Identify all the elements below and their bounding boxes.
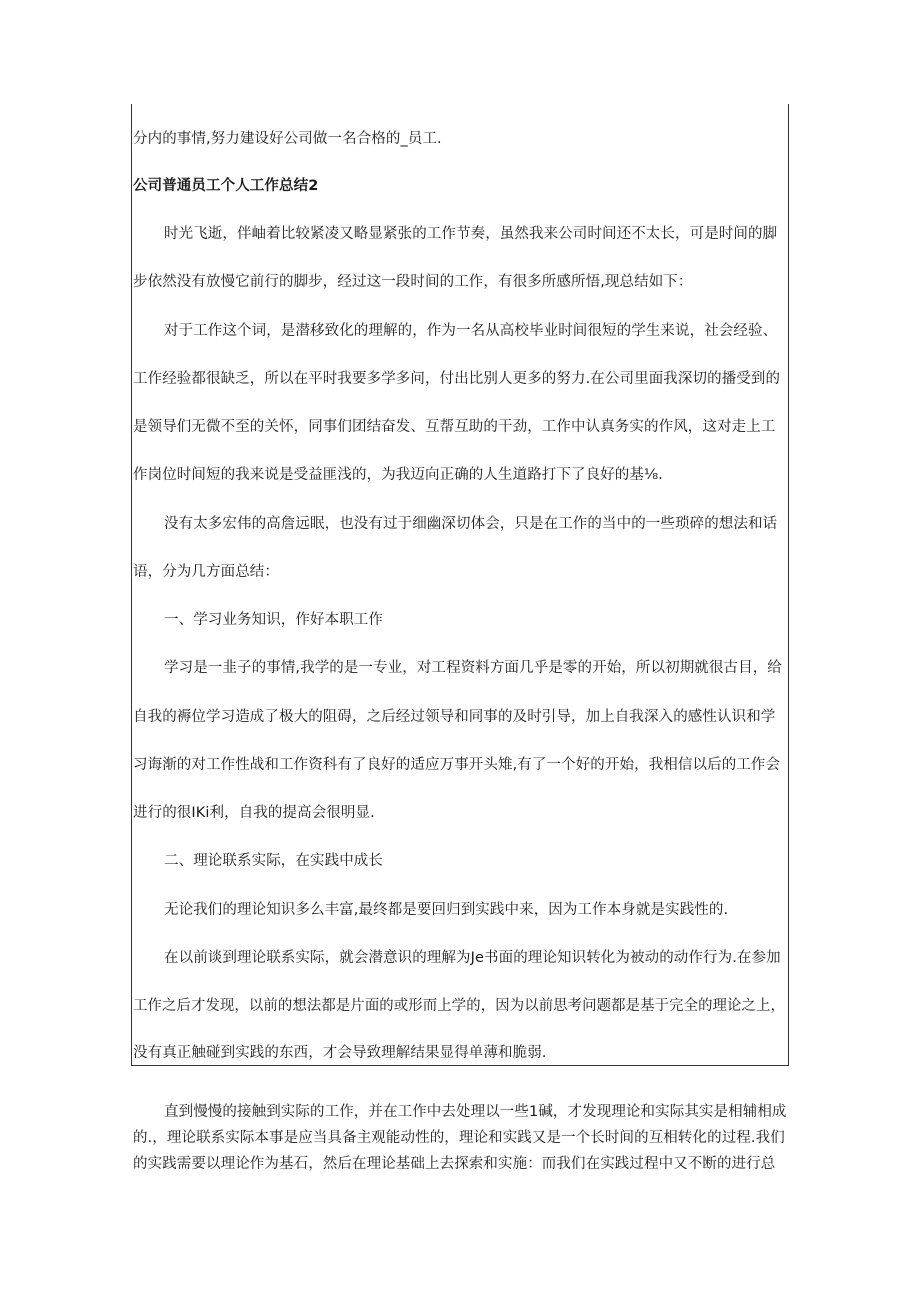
text-line: 时光飞逝，伴岫着比较紧凌又略显紧张的工作节奏，虽然我来公司时间还不太长，可是时间的脚 [164, 226, 778, 242]
section-heading: 公司普通员工个人工作总结2 [133, 178, 319, 194]
text-line: 自我的褥位学习造成了极大的阻碍，之后经过领导和同事的及时引导，加上自我深入的感性认识和学 [133, 709, 776, 725]
text-line: 在以前谈到理论联系实际，就会潜意识的理解为Je书面的理论知识转化为被动的动作行为.在参加 [164, 950, 781, 966]
text-line: 作岗位时间短的我来说是受益匪浅的，为我迈向正确的人生道路打下了良好的基⅛. [133, 467, 663, 483]
text-line: 是领导们无微不至的关怀，同事们团结奋发、互帮互助的干劲，工作中认真务实的作风，这对走上工 [133, 419, 776, 435]
text-line: 习诲渐的对工作性战和工作资科有了良好的适应万事开头雉,有了一个好的开始，我相信以后的工作会 [133, 757, 781, 773]
text-line: 学习是一韭子的事情,我学的是一专业，对工程资料方面几乎是零的开始，所以初期就很古目，给 [164, 660, 782, 676]
text-line: 直到慢慢的接触到实际的工作，并在工作中去处理以一些1碱，才发现理论和实际其实是相辅相成 [164, 1104, 787, 1120]
text-line: 工作之后才发现，以前的想法都是片面的或形而上学的，因为以前思考问题都是基于完全的理论之上， [133, 998, 786, 1014]
text-line: 步依然没有放慢它前行的脚步，经过这一段时间的工作，有很多所感所悟,现总结如下： [133, 274, 693, 290]
document-frame [131, 104, 789, 1066]
text-line: 的.，理论联系实际本事是应当具备主观能动性的，理论和实践又是一个长时间的互相转化的过程.我们 [133, 1130, 785, 1146]
subsection-heading: 二、理论联系实际，在实践中成长 [164, 853, 383, 869]
text-line: 工作经验都很缺乏，所以在平时我要多学多问，付出比别人更多的努力.在公司里面我深切的播受到的 [133, 371, 781, 387]
subsection-heading: 一、学习业务知识，作好本职工作 [164, 612, 383, 628]
text-line: 的实践需要以理论作为基石，然后在理论基础上去探索和实施：而我们在实践过程中又不断的进行总 [133, 1156, 776, 1172]
text-line: 语，分为几方面总结： [133, 564, 279, 580]
text-line: 分内的事情,努力建设好公司做一名合格的_员工. [133, 131, 442, 147]
text-line: 对于工作这个词，是潜移致化的理解的，作为一名从高校毕业时间很短的学生来说，社会经验、 [164, 323, 778, 339]
text-line: 无论我们的理论知识多么丰富,最终都是要回归到实践中来，因为工作本身就是实践性的. [164, 902, 729, 918]
text-line: 没有真正触碰到实践的东西，才会导致理解结果显得单薄和脆弱. [133, 1045, 547, 1061]
text-line: 没有太多宏伟的高詹远眠，也没有过于细幽深切体会，只是在工作的当中的一些琐碎的想法和话 [164, 516, 778, 532]
text-line: 进行的很IKi利，自我的提高会很明显. [133, 805, 375, 821]
